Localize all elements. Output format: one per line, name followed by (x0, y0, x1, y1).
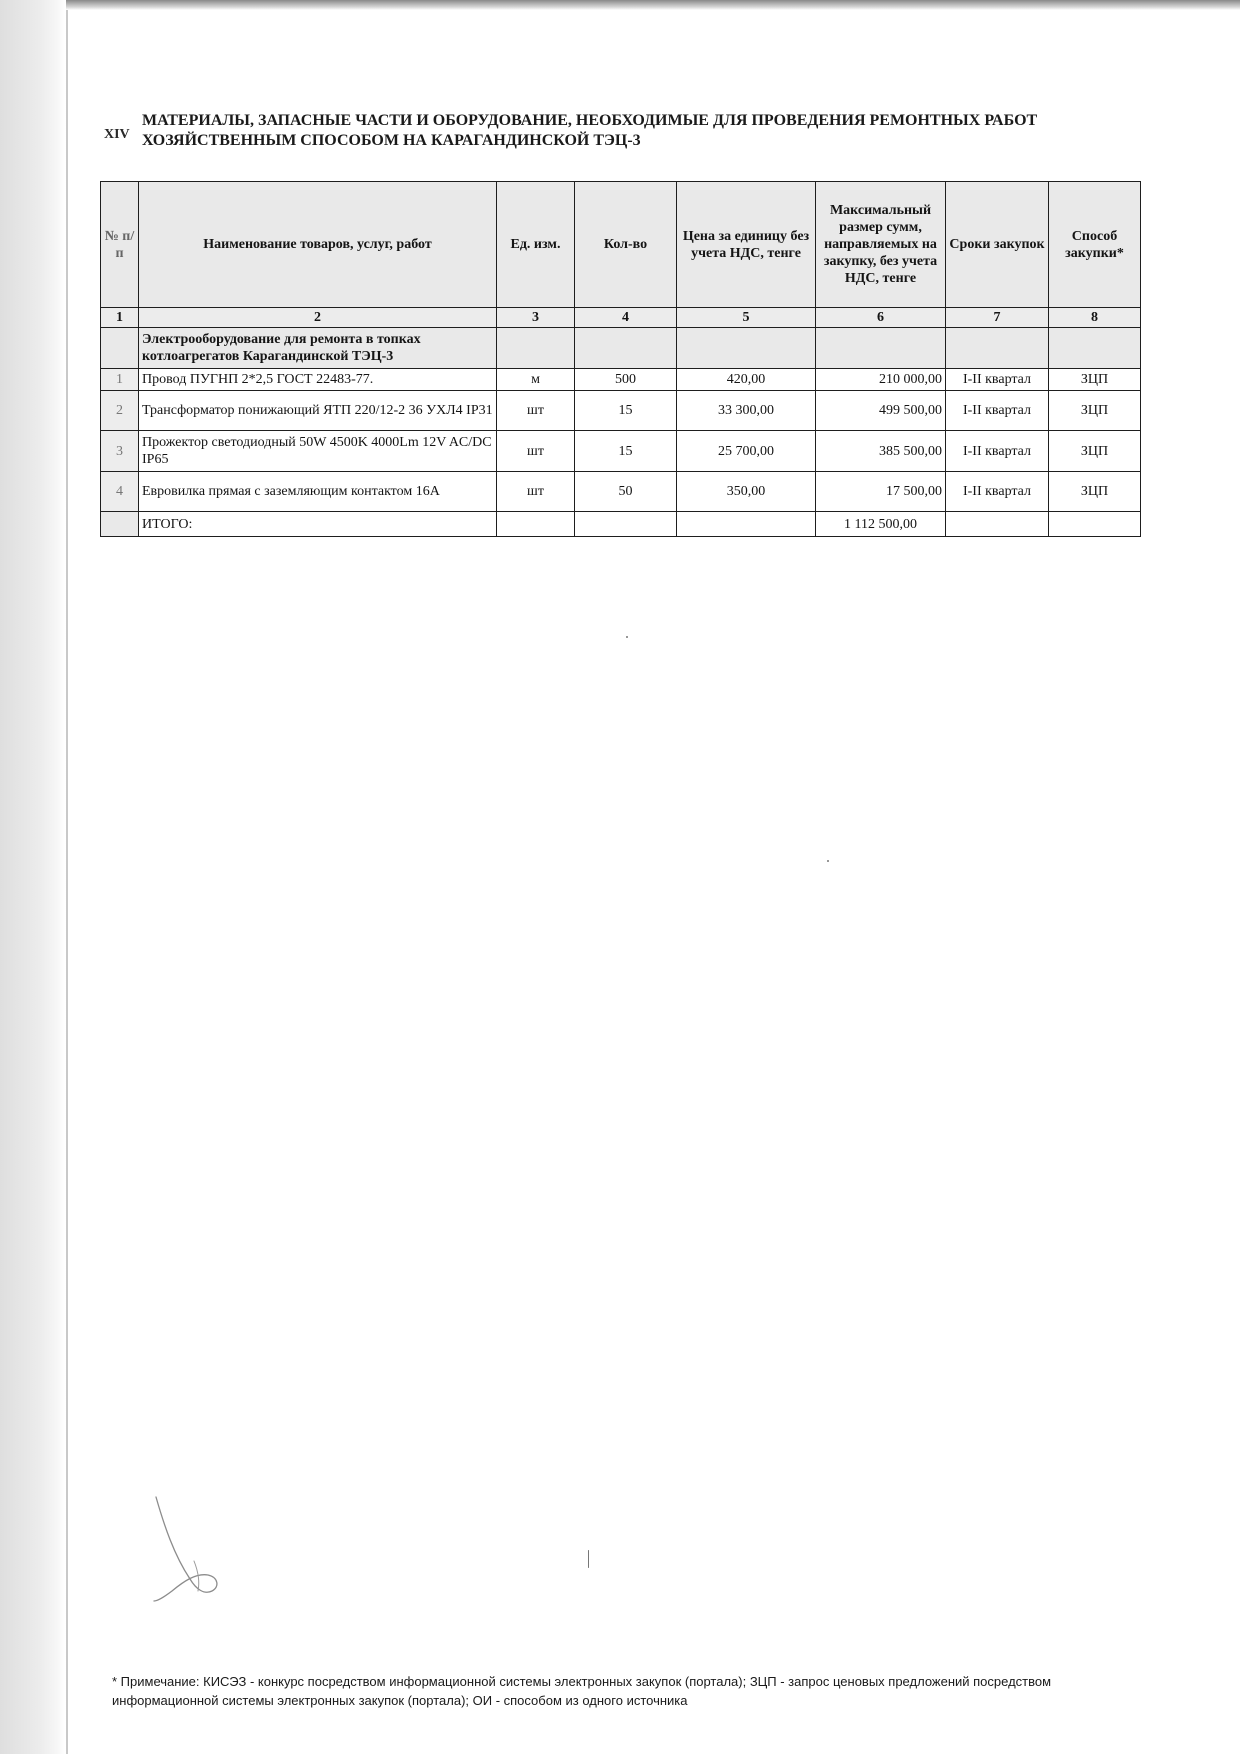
group-title: Электрооборудование для ремонта в топках котлоагрегатов Карагандинской ТЭЦ-3 (139, 328, 497, 369)
group-num-cell (101, 328, 139, 369)
header-price: Цена за единицу без учета НДС, тенге (677, 182, 816, 308)
item-method: ЗЦП (1049, 472, 1141, 512)
header-unit: Ед. изм. (497, 182, 575, 308)
scan-left-shadow (0, 0, 66, 1754)
item-name: Трансформатор понижающий ЯТП 220/12-2 36 УХЛ4 IP31 (139, 391, 497, 431)
item-name: Евровилка прямая с заземляющим контактом 16А (139, 472, 497, 512)
group-empty-cell (1049, 328, 1141, 369)
group-empty-cell (677, 328, 816, 369)
item-method: ЗЦП (1049, 369, 1141, 391)
group-empty-cell (946, 328, 1049, 369)
item-sum: 499 500,00 (816, 391, 946, 431)
scan-speck (588, 1550, 589, 1568)
item-period: I-II квартал (946, 431, 1049, 472)
table-row (101, 391, 1141, 431)
header-max-sum: Максимальный размер сумм, направляемых на закупку, без учета НДС, тенге (816, 182, 946, 308)
item-name: Прожектор светодиодный 50W 4500K 4000Lm 12V AC/DC IP65 (139, 431, 497, 472)
item-sum: 385 500,00 (816, 431, 946, 472)
item-period: I-II квартал (946, 391, 1049, 431)
item-sum: 210 000,00 (816, 369, 946, 391)
item-method: ЗЦП (1049, 431, 1141, 472)
header-name: Наименование товаров, услуг, работ (139, 182, 497, 308)
item-price: 420,00 (677, 369, 816, 391)
header-period: Сроки закупок (946, 182, 1049, 308)
section-title: МАТЕРИАЛЫ, ЗАПАСНЫЕ ЧАСТИ И ОБОРУДОВАНИЕ, НЕОБХОДИМЫЕ ДЛЯ ПРОВЕДЕНИЯ РЕМОНТНЫХ РАБОТ ХОЗЯЙСТВЕННЫМ СПОСОБОМ НА КАРАГАНДИНСКОЙ ТЭЦ-3 (142, 112, 1038, 149)
column-number: 2 (139, 308, 497, 328)
item-method: ЗЦП (1049, 391, 1141, 431)
item-unit: шт (497, 472, 575, 512)
scan-top-edge (0, 0, 1240, 10)
item-qty: 50 (575, 472, 677, 512)
row-number: 3 (101, 431, 139, 472)
item-unit: шт (497, 431, 575, 472)
total-empty-cell (497, 512, 575, 537)
header-method: Способ закупки* (1049, 182, 1141, 308)
item-qty: 500 (575, 369, 677, 391)
item-qty: 15 (575, 391, 677, 431)
column-number: 1 (101, 308, 139, 328)
header-num: № п/п (101, 182, 139, 308)
table-row (101, 431, 1141, 472)
group-empty-cell (816, 328, 946, 369)
total-row (101, 512, 1141, 537)
row-number: 2 (101, 391, 139, 431)
total-empty-cell (101, 512, 139, 537)
procurement-table (100, 181, 1141, 537)
column-number: 7 (946, 308, 1049, 328)
column-number: 5 (677, 308, 816, 328)
column-number: 8 (1049, 308, 1141, 328)
item-period: I-II квартал (946, 472, 1049, 512)
scan-speck (626, 636, 628, 638)
row-number: 1 (101, 369, 139, 391)
column-number: 3 (497, 308, 575, 328)
item-unit: шт (497, 391, 575, 431)
section-number: XIV (104, 127, 130, 142)
handwritten-signature (150, 1495, 230, 1605)
item-period: I-II квартал (946, 369, 1049, 391)
item-price: 350,00 (677, 472, 816, 512)
total-empty-cell (946, 512, 1049, 537)
total-label: ИТОГО: (139, 512, 497, 537)
total-empty-cell (1049, 512, 1141, 537)
scan-speck (827, 860, 829, 862)
item-price: 33 300,00 (677, 391, 816, 431)
group-row (101, 328, 1141, 369)
group-empty-cell (497, 328, 575, 369)
table-row (101, 472, 1141, 512)
item-name: Провод ПУГНП 2*2,5 ГОСТ 22483-77. (139, 369, 497, 391)
total-empty-cell (575, 512, 677, 537)
total-sum: 1 112 500,00 (816, 512, 946, 537)
row-number: 4 (101, 472, 139, 512)
footnote: * Примечание: КИСЭЗ - конкурс посредством информационной системы электронных закупок (портала); ЗЦП - запрос ценовых предложений посредством информационной системы электронных закупок (портала); ОИ - способом из одного источника (112, 1674, 1052, 1708)
column-number: 4 (575, 308, 677, 328)
group-empty-cell (575, 328, 677, 369)
table-row (101, 369, 1141, 391)
item-price: 25 700,00 (677, 431, 816, 472)
header-row (101, 182, 1141, 308)
column-number-row (101, 308, 1141, 328)
header-qty: Кол-во (575, 182, 677, 308)
item-sum: 17 500,00 (816, 472, 946, 512)
scan-left-edge (66, 10, 68, 1754)
column-number: 6 (816, 308, 946, 328)
total-empty-cell (677, 512, 816, 537)
item-unit: м (497, 369, 575, 391)
item-qty: 15 (575, 431, 677, 472)
